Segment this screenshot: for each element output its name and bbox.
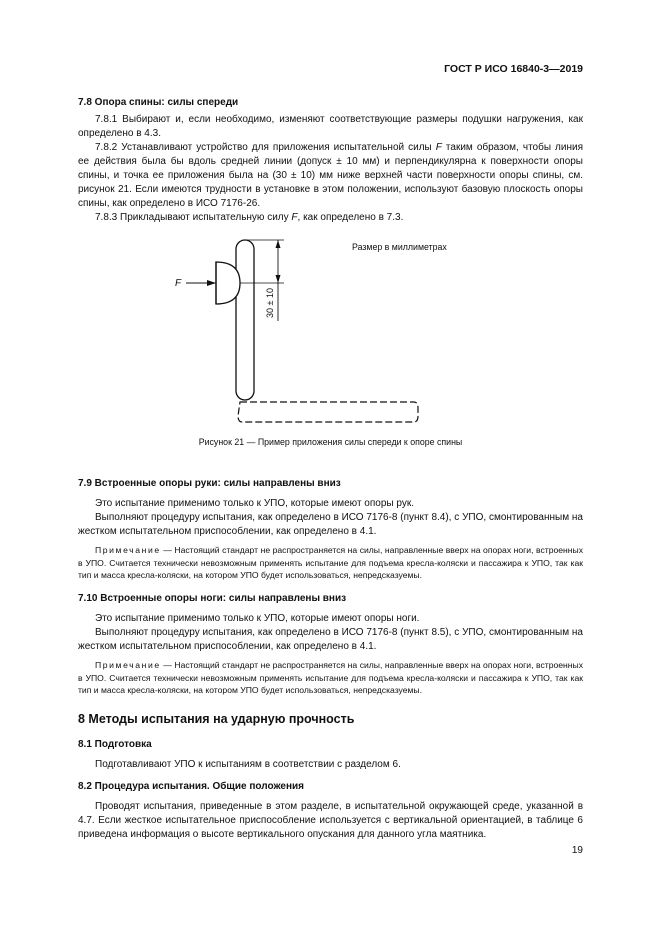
force-symbol: F — [291, 212, 298, 223]
backrest-shape — [236, 240, 254, 400]
section-8 — [78, 738, 583, 842]
figure-21 — [160, 238, 480, 428]
para-7-10-2: Выполняют процедуру испытания, как определено в ИСО 7176-8 (пункт 8.5), с УПО, смонтированным на жестком испытательном приспособлении, как определено в 4.1. — [78, 627, 583, 652]
units-note: Размер в миллиметрах — [352, 242, 447, 252]
section-8-2-title: 8.2 Процедура испытания. Общие положения — [78, 781, 304, 792]
section-7-8-title: 7.8 Опора спины: силы спереди — [78, 97, 239, 108]
seat-shape — [238, 402, 418, 422]
para-7-8-1: 7.8.1 Выбирают и, если необходимо, изменяют соответствующие размеры подушки нагружения, как определено в 4.3. — [78, 114, 583, 139]
note-label: Примечание — [95, 660, 161, 670]
figure-21-caption: Рисунок 21 — Пример приложения силы спереди к опоре спины — [198, 437, 463, 447]
dimension-label: 30 ± 10 — [265, 288, 275, 318]
para-7-9-2: Выполняют процедуру испытания, как определено в ИСО 7176-8 (пункт 8.4), с УПО, смонтированным на жестком испытательном приспособлении, как определено в 4.1. — [78, 512, 583, 537]
section-8-title: 8 Методы испытания на ударную прочность — [78, 712, 355, 726]
para-7-8-2-a: 7.8.2 Устанавливают устройство для приложения испытательной силы — [95, 142, 436, 153]
section-7-9-title: 7.9 Встроенные опоры руки: силы направлены вниз — [78, 478, 341, 489]
section-8-1-title: 8.1 Подготовка — [78, 739, 152, 750]
page-number: 19 — [571, 845, 583, 856]
para-7-8-3-b: , как определено в 7.3. — [297, 212, 404, 223]
force-symbol: F — [435, 142, 442, 153]
note-label: Примечание — [95, 545, 161, 555]
section-7-10 — [78, 592, 583, 697]
section-7-10-title: 7.10 Встроенные опоры ноги: силы направлены вниз — [78, 593, 347, 604]
section-7-8-body — [78, 113, 583, 225]
force-label: F — [175, 278, 182, 289]
force-arrowhead — [207, 280, 216, 286]
section-7-8 — [78, 96, 583, 110]
para-7-8-2-b: таким образом, чтобы линия ее действия была бы вдоль средней линии (допуск ± 10 мм) и перпендикулярна к поверхности опоры спины, и точка ее приложения была на (30 ± 10) мм ниже верхней части поверхности опоры спины, см. рисунок 21. Если имеются трудности в установке в этом положении, используют базовую плоскость опоры спины, как определено в ИСО 7176-26. — [78, 142, 583, 209]
figure-21-drawing — [160, 238, 480, 428]
note-text: — Настоящий стандарт не распространяется на силы, направленные вверх на опорах ноги, встроенных в УПО. Считается технически невозможным применять испытание для подъема кресла-коляски и пассажира к УПО, так как тип и масса кресла-коляски, на котором УПО будет использоваться, непредсказуемы. — [78, 660, 583, 695]
para-7-8-3-a: 7.8.3 Прикладывают испытательную силу — [95, 212, 292, 223]
para-8-1: Подготавливают УПО к испытаниям в соответствии с разделом 6. — [95, 759, 401, 770]
note-text: — Настоящий стандарт не распространяется на силы, направленные вверх на опорах ноги, встроенных в УПО. Считается технически невозможным применять испытание для подъема кресла-коляски и пассажира к УПО, так как тип и масса кресла-коляски, на котором УПО будет использоваться, непредсказуемы. — [78, 545, 583, 580]
document-header: ГОСТ Р ИСО 16840-3—2019 — [444, 63, 583, 75]
note-7-9 — [78, 544, 583, 582]
section-7-9 — [78, 477, 583, 582]
para-7-9-1: Это испытание применимо только к УПО, которые имеют опоры рук. — [95, 498, 414, 509]
para-7-10-1: Это испытание применимо только к УПО, которые имеют опоры ноги. — [95, 613, 420, 624]
para-8-2: Проводят испытания, приведенные в этом разделе, в испытательной окружающей среде, указанной в 4.7. Если жесткое испытательное приспособление используется с вертикальной ориентацией, в таблице 6 приведена информация о высоте вертикального опускания для данного угла маятника. — [78, 801, 583, 840]
note-7-10 — [78, 659, 583, 697]
para-7-8-2 — [78, 141, 583, 211]
para-7-8-3 — [78, 211, 583, 225]
